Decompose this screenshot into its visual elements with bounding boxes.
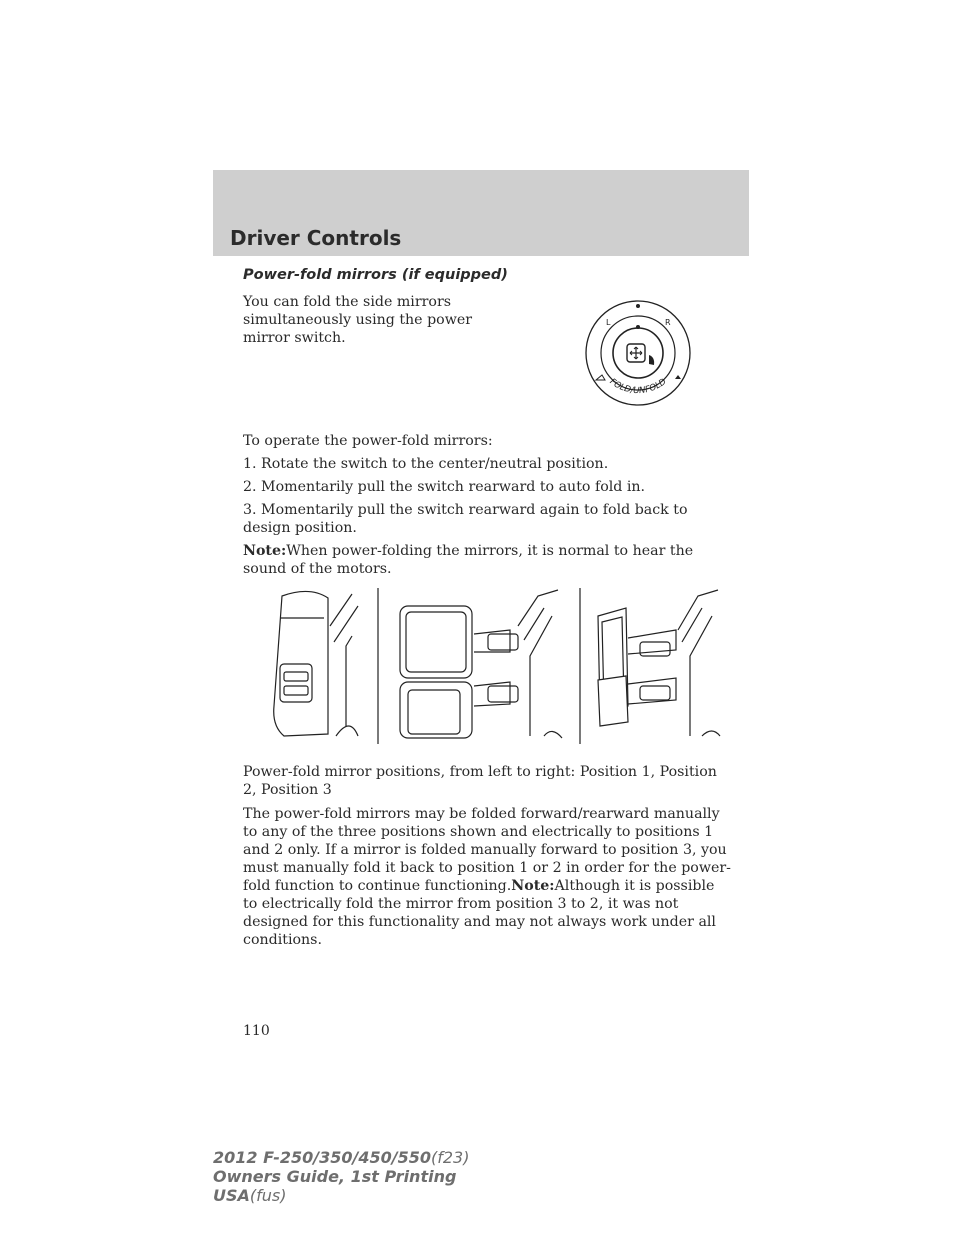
page-section-title: Driver Controls xyxy=(230,226,402,250)
switch-label-left: L xyxy=(606,318,611,327)
page-number: 110 xyxy=(243,1023,270,1039)
fold-mirror-right-icon xyxy=(675,375,681,379)
figure-caption: Power-fold mirror positions, from left to right: Position 1, Position 2, Position 3 xyxy=(243,764,717,798)
steps-intro: To operate the power-fold mirrors: xyxy=(243,433,493,449)
mirror-position-3 xyxy=(598,590,720,736)
footer-model: 2012 F-250/350/450/550 xyxy=(213,1148,431,1167)
footer-line-2: Owners Guide, 1st Printing xyxy=(213,1167,457,1186)
section-heading: Power-fold mirrors (if equipped) xyxy=(243,267,508,283)
footer-region: USA xyxy=(213,1186,250,1205)
switch-label-right: R xyxy=(665,318,671,327)
position-dot-top xyxy=(636,304,640,308)
footer-model-code: (f23) xyxy=(431,1148,470,1167)
note-label: Note: xyxy=(243,543,287,559)
mirror-position-1 xyxy=(274,591,358,736)
body-text: The power-fold mirrors may be folded forward/rearward manually to any of the three positions shown and electrically to positions 1 and 2 only. If a mirror is folded manually forward to position 3, you must manually fold it back to position 1 or 2 in order for the power-fold function to continue functioning. xyxy=(243,806,731,894)
footer xyxy=(213,1148,469,1205)
power-mirror-switch-illustration xyxy=(583,293,693,413)
switch-ring-text: FOLD/UNFOLD xyxy=(607,376,669,397)
step-1: 1. Rotate the switch to the center/neutral position. xyxy=(243,456,609,472)
body-note-text: Although it is possible to electrically fold the mirror from position 3 to 2, it was not designed for this functionality and may not always work under all conditions. xyxy=(243,878,716,948)
mirror-position-2 xyxy=(400,590,562,738)
body-paragraph xyxy=(243,805,733,949)
footer-line-3 xyxy=(213,1186,469,1205)
footer-line-1 xyxy=(213,1148,469,1167)
step-2: 2. Momentarily pull the switch rearward to auto fold in. xyxy=(243,479,646,495)
body-note-label: Note: xyxy=(511,878,555,894)
fold-mirror-left-icon xyxy=(596,375,605,380)
note-text: When power-folding the mirrors, it is normal to hear the sound of the motors. xyxy=(243,543,694,577)
footer-region-code: (fus) xyxy=(249,1186,287,1205)
intro-paragraph: You can fold the side mirrors simultaneously using the power mirror switch. xyxy=(243,294,473,346)
mirror-positions-illustration xyxy=(262,586,722,746)
step-3: 3. Momentarily pull the switch rearward again to fold back to design position. xyxy=(243,502,688,536)
position-dot-knob xyxy=(636,325,640,329)
note-paragraph xyxy=(243,542,733,578)
header-band xyxy=(213,170,749,256)
